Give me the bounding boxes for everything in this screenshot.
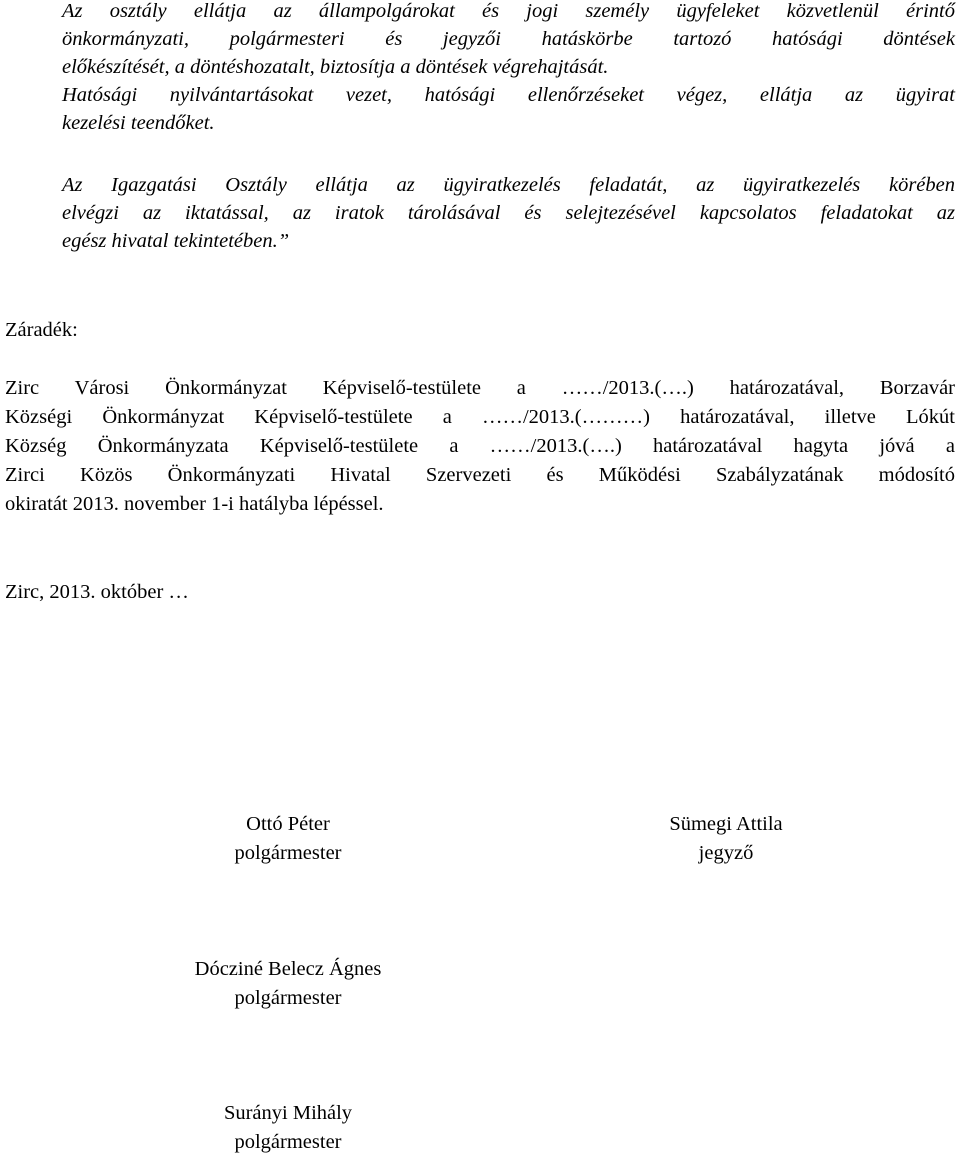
place-date-line: Zirc, 2013. október …: [5, 581, 189, 603]
intro-line-2: önkormányzati, polgármesteri és jegyzői hatáskörbe tartozó hatósági döntések: [62, 28, 955, 50]
igazgatasi-line-1: Az Igazgatási Osztály ellátja az ügyiratkezelés feladatát, az ügyiratkezelés körében: [62, 174, 955, 196]
signatory-title: polgármester: [234, 987, 342, 1009]
zaradek-line-5: okiratát 2013. november 1-i hatályba lépéssel.: [5, 493, 384, 515]
zaradek-line-4: Zirci Közös Önkormányzati Hivatal Szervezeti és Működési Szabályzatának módosító: [5, 464, 955, 486]
signature-block-notary: [626, 810, 826, 868]
intro-line-1: Az osztály ellátja az állampolgárokat és jogi személy ügyfeleket közvetlenül érintő: [62, 0, 955, 22]
signatory-name: Sümegi Attila: [669, 813, 783, 835]
signature-block-mayor-lokut: [178, 1099, 398, 1157]
signatory-title: polgármester: [234, 842, 342, 864]
signature-block-mayor-borzavar: [153, 955, 423, 1013]
zaradek-line-2: Községi Önkormányzat Képviselő-testülete a ……/2013.(………) határozatával, illetve Lókút: [5, 406, 955, 428]
zaradek-heading: Záradék:: [5, 319, 78, 341]
signatory-title: jegyző: [698, 842, 754, 864]
zaradek-line-3: Község Önkormányzata Képviselő-testülete a ……/2013.(….) határozatával hagyta jóvá a: [5, 435, 955, 457]
intro-line-5: kezelési teendőket.: [62, 112, 215, 134]
signatory-name: Dócziné Belecz Ágnes: [194, 958, 382, 980]
intro-line-4: Hatósági nyilvántartásokat vezet, hatósági ellenőrzéseket végez, ellátja az ügyirat: [62, 84, 955, 106]
igazgatasi-line-2: elvégzi az iktatással, az iratok tárolásával és selejtezésével kapcsolatos feladatokat az: [62, 202, 955, 224]
signatory-name: Ottó Péter: [246, 813, 330, 835]
signatory-title: polgármester: [234, 1131, 342, 1153]
igazgatasi-line-3: egész hivatal tekintetében.”: [62, 230, 290, 252]
zaradek-paragraph: [5, 374, 955, 519]
intro-line-3: előkészítését, a döntéshozatalt, biztosítja a döntések végrehajtását.: [62, 56, 609, 78]
signatory-name: Surányi Mihály: [223, 1102, 353, 1124]
signature-block-mayor-zirc: [188, 810, 388, 868]
zaradek-line-1: Zirc Városi Önkormányzat Képviselő-testülete a ……/2013.(….) határozatával, Borzavár: [5, 377, 955, 399]
intro-paragraph: [62, 0, 955, 137]
igazgatasi-paragraph: [62, 171, 955, 255]
